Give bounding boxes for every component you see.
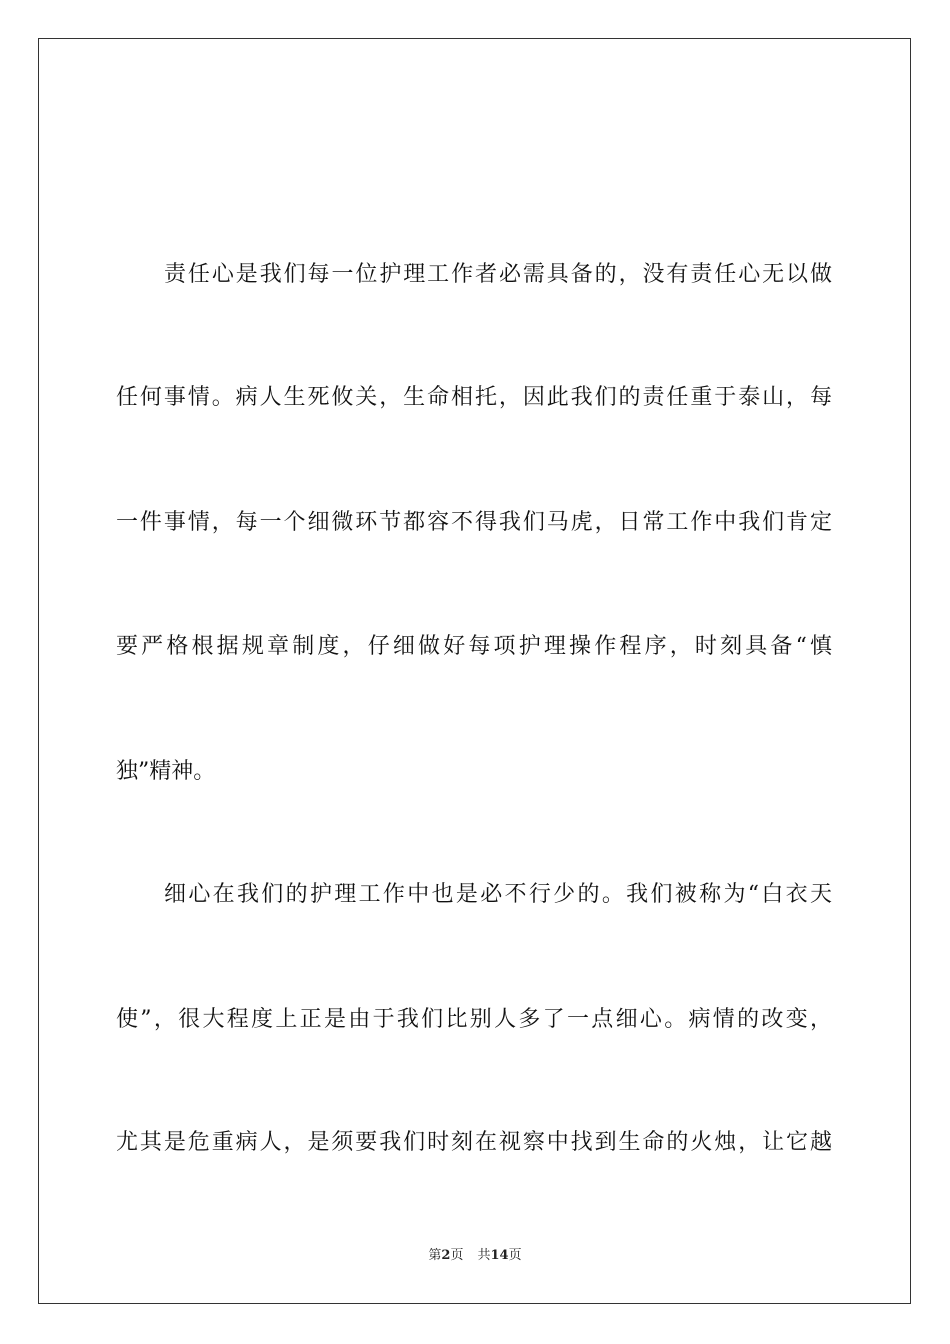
paragraph-1-line-4: 要严格根据规章制度，仔细做好每项护理操作程序，时刻具备“慎: [116, 634, 832, 659]
paragraph-2-line-2: 使”，很大程度上正是由于我们比别人多了一点细心。病情的改变，: [116, 1007, 832, 1032]
page-prefix: 第: [428, 1248, 442, 1263]
page-footer: [0, 1247, 950, 1265]
page-border: [38, 38, 911, 1304]
paragraph-1-line-5: 独”精神。: [116, 759, 216, 784]
paragraph-2-line-1: 细心在我们的护理工作中也是必不行少的。我们被称为“白衣天: [164, 882, 832, 907]
paragraph-1-line-1: 责任心是我们每一位护理工作者必需具备的，没有责任心无以做: [164, 262, 832, 287]
paragraph-1-line-2: 任何事情。病人生死攸关，生命相托，因此我们的责任重于泰山，每: [116, 385, 832, 410]
total-suffix: 页: [508, 1248, 522, 1263]
current-page-number: 2: [441, 1248, 451, 1263]
total-prefix: 共: [477, 1248, 491, 1263]
paragraph-1-line-3: 一件事情，每一个细微环节都容不得我们马虎，日常工作中我们肯定: [116, 510, 832, 535]
paragraph-2-line-3: 尤其是危重病人，是须要我们时刻在视察中找到生命的火烛，让它越: [116, 1130, 832, 1155]
total-page-count: 14: [490, 1248, 509, 1263]
page-suffix: 页: [450, 1248, 464, 1263]
